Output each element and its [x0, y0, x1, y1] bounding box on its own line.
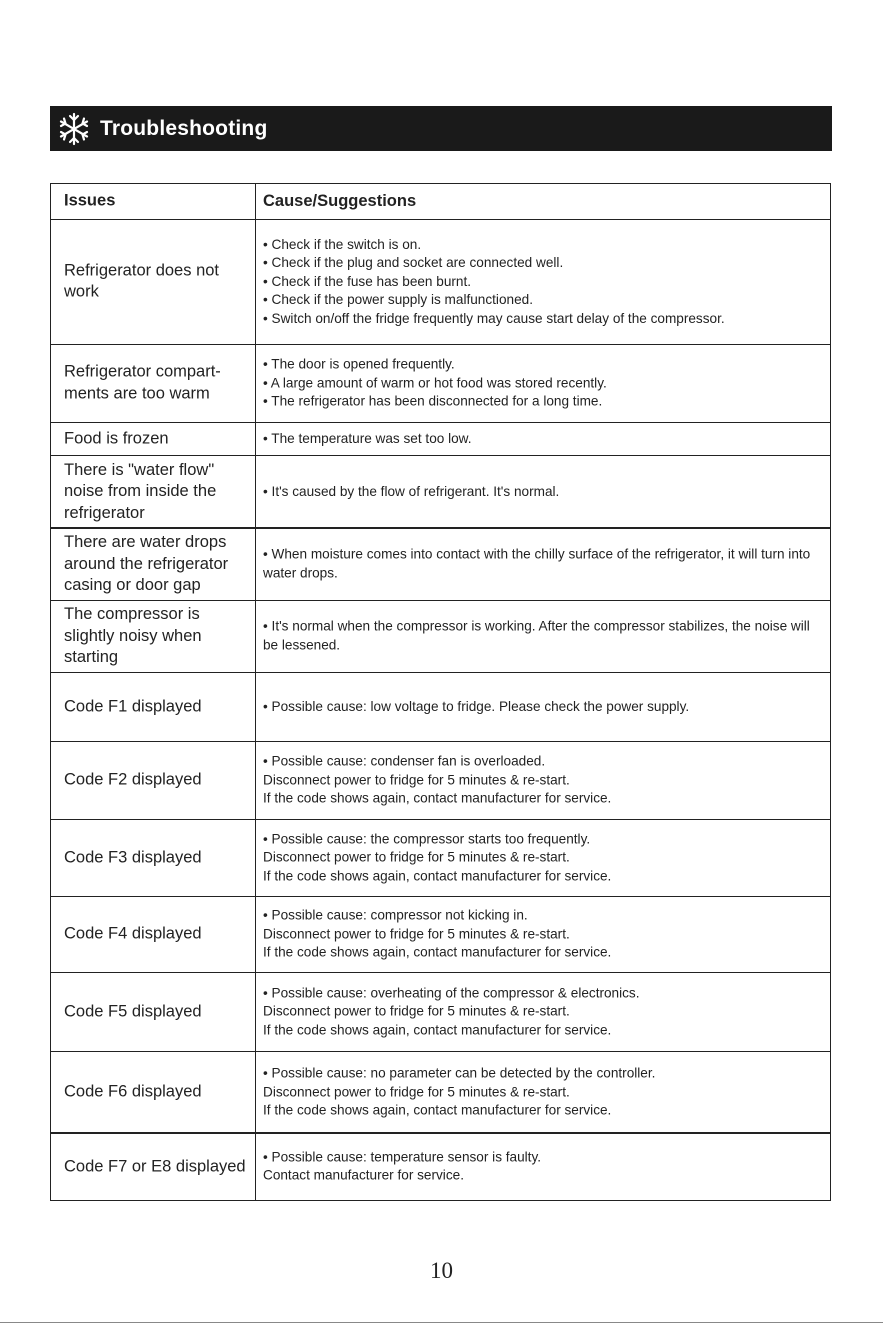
cause-line: • Possible cause: the compressor starts too frequently.: [263, 830, 591, 846]
cause-line: If the code shows again, contact manufacturer for service.: [263, 867, 612, 883]
issue-cell: [50, 972, 255, 1051]
issue-text: Code F3 displayed: [64, 847, 202, 866]
cause-cell: [255, 972, 831, 1051]
column-header-issues: Issues: [64, 191, 116, 210]
column-header-issues-cell: [50, 183, 255, 219]
table-rule: [50, 819, 831, 820]
cause-line: • The temperature was set too low.: [263, 430, 472, 446]
table-column-rule: [255, 183, 256, 1200]
cause-line: Disconnect power to fridge for 5 minutes & re-start.: [263, 771, 570, 787]
table-rule: [50, 219, 831, 220]
cause-cell: [255, 1133, 831, 1200]
table-row: [50, 344, 831, 422]
issue-text: Code F7 or E8 displayed: [64, 1156, 246, 1175]
page-title: Troubleshooting: [100, 116, 268, 140]
table-row: [50, 672, 831, 741]
issue-cell: [50, 219, 255, 344]
issue-text: Code F2 displayed: [64, 770, 202, 789]
cause-line: • Possible cause: overheating of the compressor & electronics.: [263, 984, 640, 1000]
cause-cell: [255, 219, 831, 344]
table-row: [50, 896, 831, 972]
cause-line: If the code shows again, contact manufacturer for service.: [263, 1102, 612, 1118]
cause-line: If the code shows again, contact manufacturer for service.: [263, 1021, 612, 1037]
cause-cell: [255, 600, 831, 672]
table-row: [50, 1051, 831, 1133]
cause-line: • Check if the switch is on.: [263, 236, 422, 252]
cause-line: • It's normal when the compressor is working. After the compressor stabilizes, the noise will be lessened.: [263, 618, 810, 652]
column-header-causes-cell: [255, 183, 831, 219]
table-row: [50, 972, 831, 1051]
troubleshooting-table: [50, 183, 831, 1200]
cause-line: • Possible cause: compressor not kicking in.: [263, 907, 528, 923]
cause-line: • Possible cause: condenser fan is overloaded.: [263, 753, 546, 769]
issue-cell: [50, 344, 255, 422]
issue-cell: [50, 455, 255, 528]
table-row: [50, 528, 831, 600]
table-row: [50, 219, 831, 344]
table-row: [50, 600, 831, 672]
issue-text: Code F4 displayed: [64, 924, 202, 943]
cause-line: • Switch on/off the fridge frequently may cause start delay of the compressor.: [263, 310, 725, 326]
cause-line: • The door is opened frequently.: [263, 356, 455, 372]
section-header: [50, 106, 832, 151]
snowflake-icon: [56, 111, 92, 147]
table-rule: [50, 672, 831, 673]
table-column-rule: [50, 183, 51, 1200]
cause-cell: [255, 528, 831, 600]
cause-line: • Check if the plug and socket are connected well.: [263, 254, 564, 270]
cause-line: • Check if the fuse has been burnt.: [263, 273, 472, 289]
cause-line: • Possible cause: low voltage to fridge. Please check the power supply.: [263, 698, 690, 714]
column-header-causes: Cause/Suggestions: [263, 191, 417, 210]
issue-text: There is "water flow" noise from inside the refrigerator: [64, 460, 217, 522]
cause-line: Contact manufacturer for service.: [263, 1167, 464, 1183]
table-row: [50, 819, 831, 896]
issue-cell: [50, 672, 255, 741]
cause-line: If the code shows again, contact manufacturer for service.: [263, 944, 612, 960]
issue-text: The compressor is slightly noisy when starting: [64, 604, 202, 666]
issue-cell: [50, 741, 255, 819]
cause-line: • When moisture comes into contact with the chilly surface of the refrigerator, it will turn into water drops.: [263, 546, 811, 580]
table-rule: [50, 183, 831, 184]
cause-line: • Possible cause: temperature sensor is faulty.: [263, 1149, 542, 1164]
issue-cell: [50, 819, 255, 896]
page-number: 10: [430, 1258, 453, 1283]
table-rule: [50, 1132, 831, 1134]
cause-line: If the code shows again, contact manufacturer for service.: [263, 790, 612, 806]
cause-line: Disconnect power to fridge for 5 minutes & re-start.: [263, 925, 570, 941]
issue-text: Refrigerator does not work: [64, 261, 220, 301]
cause-line: Disconnect power to fridge for 5 minutes & re-start.: [263, 849, 570, 865]
issue-text: Code F5 displayed: [64, 1001, 202, 1020]
table-rule: [50, 344, 831, 345]
issue-text: Code F6 displayed: [64, 1082, 202, 1101]
cause-cell: [255, 819, 831, 896]
issue-text: Code F1 displayed: [64, 696, 202, 715]
cause-line: • A large amount of warm or hot food was stored recently.: [263, 374, 607, 390]
cause-cell: [255, 344, 831, 422]
issue-text: Food is frozen: [64, 428, 169, 447]
table-rule: [50, 600, 831, 601]
table-rule: [50, 1051, 831, 1052]
table-column-rule: [830, 183, 831, 1200]
issue-cell: [50, 1051, 255, 1133]
table-rule: [50, 1200, 831, 1201]
table-rule: [50, 422, 831, 423]
cause-line: Disconnect power to fridge for 5 minutes & re-start.: [263, 1083, 570, 1099]
table-header-row: [50, 183, 831, 219]
table-row: [50, 1133, 831, 1200]
table-rule: [50, 972, 831, 973]
cause-line: • The refrigerator has been disconnected for a long time.: [263, 393, 603, 409]
issue-cell: [50, 896, 255, 972]
table-row: [50, 422, 831, 455]
table-rule: [50, 896, 831, 897]
cause-line: • Check if the power supply is malfunctioned.: [263, 291, 533, 307]
cause-cell: [255, 741, 831, 819]
cause-cell: [255, 1051, 831, 1133]
issue-cell: [50, 1133, 255, 1200]
issue-text: Refrigerator compart-ments are too warm: [64, 362, 221, 402]
cause-cell: [255, 672, 831, 741]
issue-text: There are water drops around the refrigerator casing or door gap: [64, 532, 229, 594]
issue-cell: [50, 600, 255, 672]
table-rule: [50, 741, 831, 742]
cause-cell: [255, 455, 831, 528]
table-row: [50, 741, 831, 819]
bottom-rule: [0, 1322, 883, 1323]
table-row: [50, 455, 831, 528]
issue-cell: [50, 422, 255, 455]
table-rule: [50, 455, 831, 456]
cause-line: Disconnect power to fridge for 5 minutes & re-start.: [263, 1003, 570, 1019]
cause-line: • It's caused by the flow of refrigerant. It's normal.: [263, 483, 560, 499]
table-rule: [50, 527, 831, 529]
issue-cell: [50, 528, 255, 600]
cause-cell: [255, 896, 831, 972]
cause-line: • Possible cause: no parameter can be detected by the controller.: [263, 1065, 656, 1081]
cause-cell: [255, 422, 831, 455]
